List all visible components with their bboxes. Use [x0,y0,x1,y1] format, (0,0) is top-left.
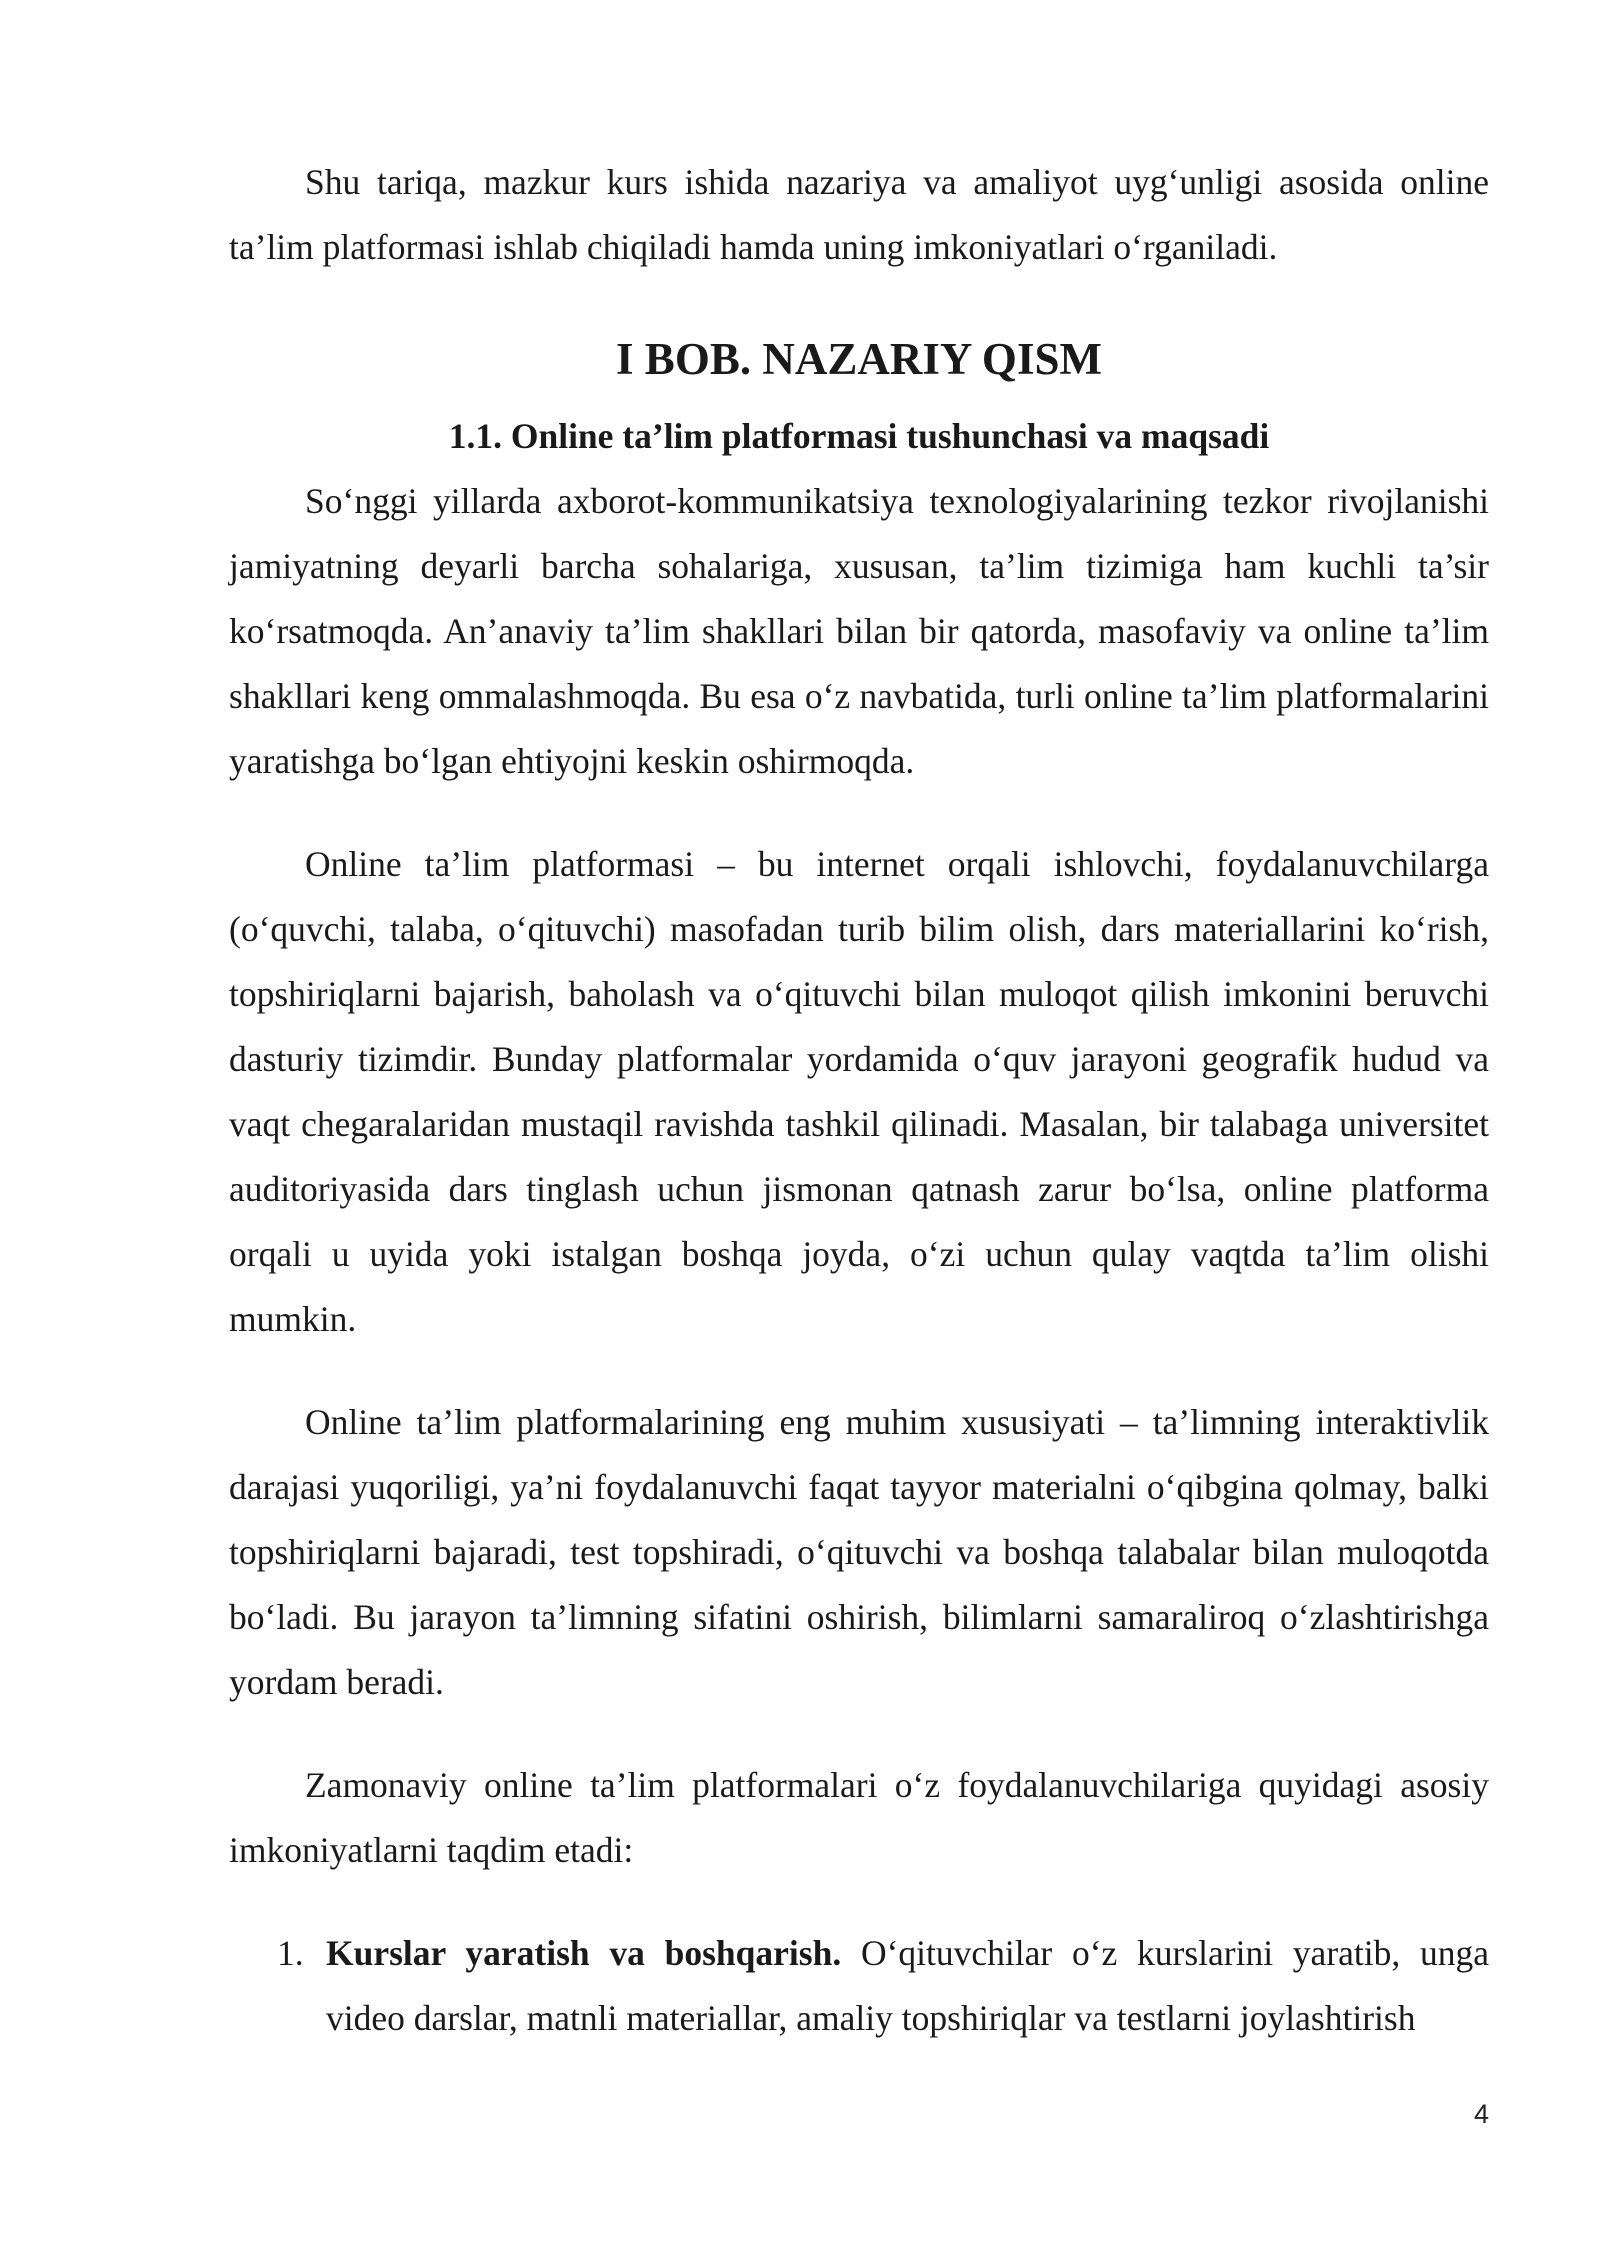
document-page [229,150,1489,2051]
list-item [229,1921,1489,2051]
section-title: 1.1. Online ta’lim platformasi tushunchasi va maqsadi [448,416,1270,456]
chapter-title: I BOB. NAZARIY QISM [616,334,1102,384]
body-paragraph: Online ta’lim platformasi – bu internet orqali ishlovchi, foydalanuvchilarga (o‘quvchi, talaba, o‘qituvchi) masofadan turib bilim olish, dars materiallarini ko‘rish, topshiriqlarni bajarish, baholash va o‘qituvchi bilan muloqot qilish imkonini beruvchi dasturiy tizimdir. Bunday platformalar yordamida o‘quv jarayoni geografik hudud va vaqt chegaralaridan mustaqil ravishda tashkil qilinadi. Masalan, bir talabaga universitet auditoriyasida dars tinglash uchun jismonan qatnash zarur bo‘lsa, online platforma orqali u uyida yoki istalgan boshqa joyda, o‘zi uchun qulay vaqtda ta’lim olishi mumkin. [229,844,1489,1339]
list-item-number: 1. [277,1933,304,1973]
body-paragraph: So‘nggi yillarda axborot-kommunikatsiya texnologiyalarining tezkor rivojlanishi jamiyatning deyarli barcha sohalariga, xususan, ta’lim tizimiga ham kuchli ta’sir ko‘rsatmoqda. An’anaviy ta’lim shakllari bilan bir qatorda, masofaviy va online ta’lim shakllari keng ommalashmoqda. Bu esa o‘z navbatida, turli online ta’lim platformalarini yaratishga bo‘lgan ehtiyojni keskin oshirmoqda. [229,481,1489,781]
list-item-title: Kurslar yaratish va boshqarish. [326,1933,861,1973]
intro-paragraph: Shu tariqa, mazkur kurs ishida nazariya va amaliyot uyg‘unligi asosida online ta’lim platformasi ishlab chiqiladi hamda uning imkoniyatlari o‘rganiladi. [229,162,1489,267]
body-paragraph: Online ta’lim platformalarining eng muhim xususiyati – ta’limning interaktivlik darajasi yuqoriligi, ya’ni foydalanuvchi faqat tayyor materialni o‘qibgina qolmay, balki topshiriqlarni bajaradi, test topshiradi, o‘qituvchi va boshqa talabalar bilan muloqotda bo‘ladi. Bu jarayon ta’limning sifatini oshirish, bilimlarni samaraliroq o‘zlashtirishga yordam beradi. [229,1402,1489,1702]
page-number: 4 [1473,2099,1489,2129]
body-paragraph: Zamonaviy online ta’lim platformalari o‘z foydalanuvchilariga quyidagi asosiy imkoniyatlarni taqdim etadi: [229,1765,1489,1870]
list-item-text: O‘qituvchilar o‘z kurslarini yaratib, unga video darslar, matnli materiallar, amaliy topshiriqlar va testlarni joylashtirish [326,1933,1489,2038]
numbered-list [229,1921,1489,2051]
